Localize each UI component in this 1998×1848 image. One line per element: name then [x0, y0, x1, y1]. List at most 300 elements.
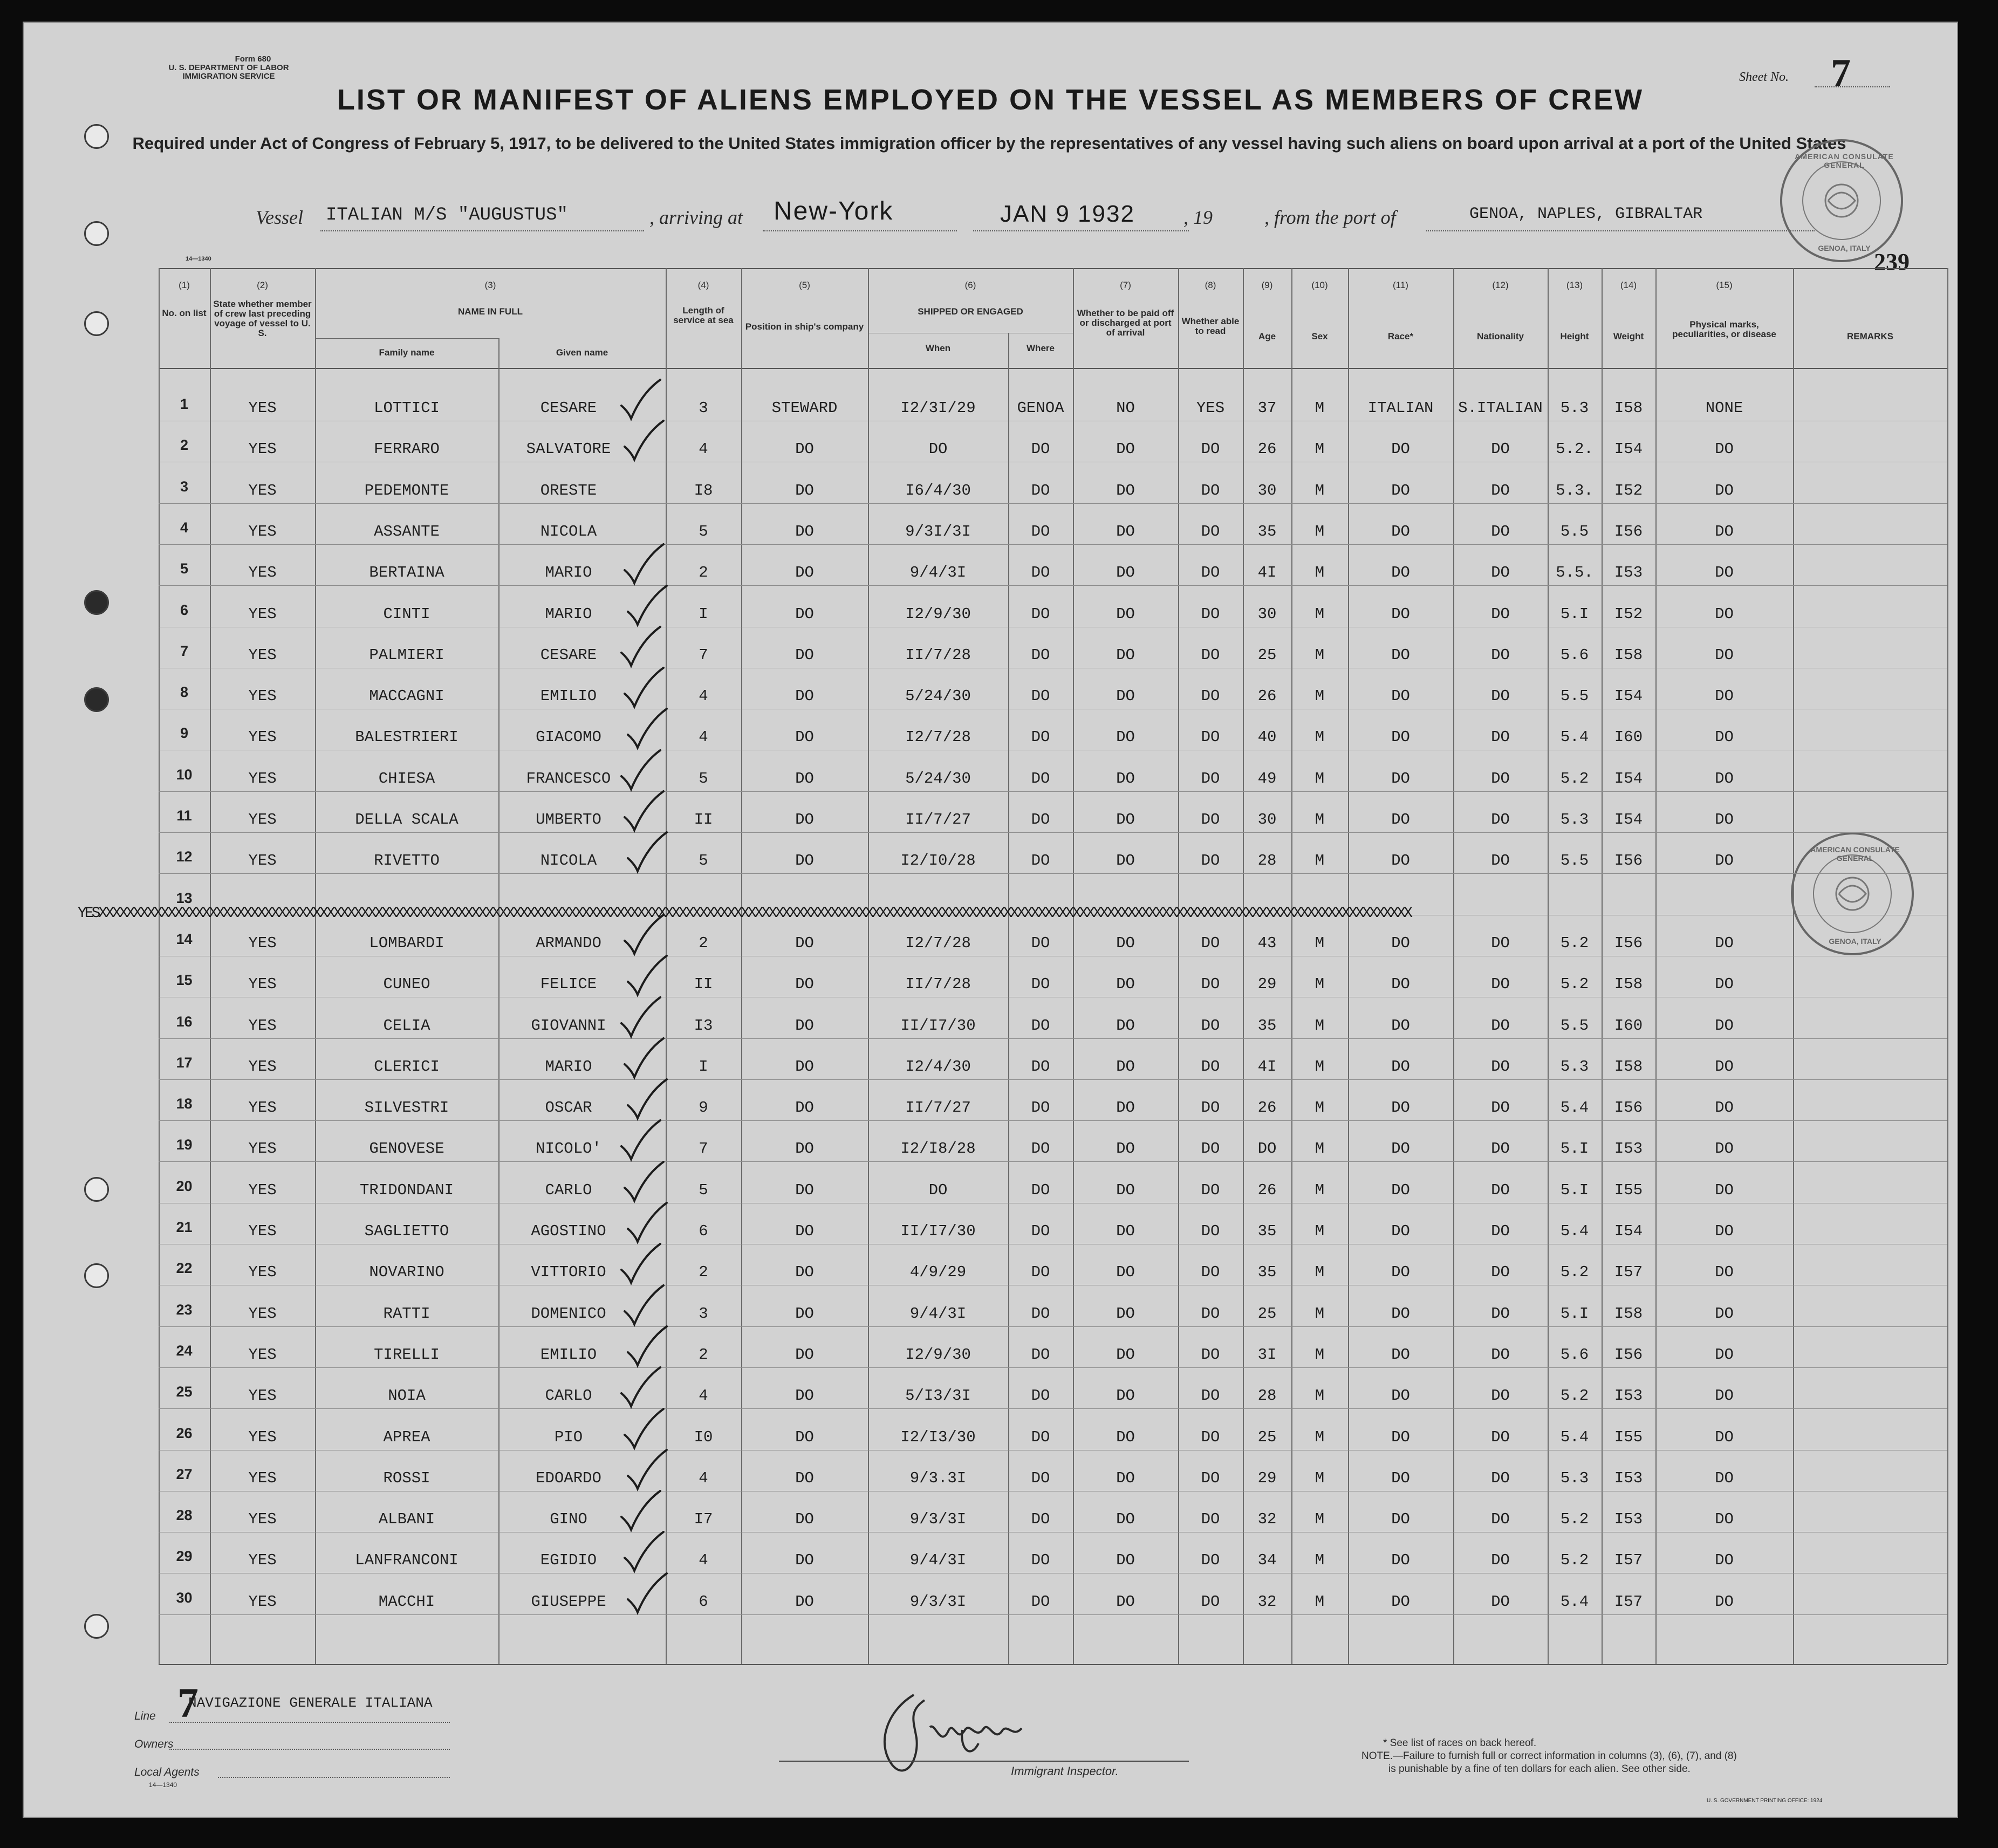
- weight-cell: I54: [1614, 440, 1643, 458]
- weight-cell: I60: [1614, 728, 1643, 747]
- given-name-cell: CARLO: [545, 1181, 592, 1199]
- weight-cell: I58: [1614, 646, 1643, 664]
- position-cell: DO: [795, 1510, 814, 1529]
- service-cell: I7: [694, 1510, 713, 1529]
- where-cell: DO: [1031, 975, 1050, 994]
- marks-cell: DO: [1715, 811, 1734, 829]
- race-cell: DO: [1391, 522, 1410, 540]
- where-cell: DO: [1031, 1263, 1050, 1282]
- read-cell: DO: [1201, 728, 1220, 747]
- age-cell: DO: [1257, 1140, 1277, 1158]
- weight-cell: I58: [1614, 1057, 1643, 1076]
- given-name-cell: CARLO: [545, 1387, 592, 1405]
- age-cell: 35: [1257, 1222, 1277, 1240]
- page-stamp-number: 239: [1874, 249, 1910, 275]
- read-cell: DO: [1201, 481, 1220, 499]
- prev-voyage-cell: YES: [248, 1469, 277, 1487]
- punch-hole: [84, 590, 109, 615]
- row-number: 4: [180, 519, 189, 536]
- age-cell: 35: [1257, 1263, 1277, 1282]
- read-cell: DO: [1201, 1016, 1220, 1035]
- sex-cell: M: [1315, 605, 1325, 623]
- check-mark-icon: [624, 1449, 672, 1492]
- when-cell: II/7/28: [905, 646, 971, 664]
- prev-voyage-cell: YES: [248, 1428, 277, 1446]
- paid-off-cell: DO: [1116, 687, 1135, 706]
- paid-off-cell: DO: [1116, 1181, 1135, 1199]
- sex-cell: M: [1315, 399, 1325, 417]
- given-name-cell: EMILIO: [540, 1345, 597, 1364]
- footnote-races: * See list of races on back hereof.: [1383, 1737, 1537, 1749]
- nationality-cell: DO: [1491, 605, 1510, 623]
- sex-cell: M: [1315, 1304, 1325, 1323]
- sex-cell: M: [1315, 1016, 1325, 1035]
- given-name-cell: NICOLA: [540, 522, 597, 540]
- paid-off-cell: DO: [1116, 1263, 1135, 1282]
- sex-cell: M: [1315, 1387, 1325, 1405]
- where-cell: DO: [1031, 687, 1050, 706]
- check-mark-icon: [620, 1284, 669, 1327]
- where-cell: GENOA: [1017, 399, 1064, 417]
- height-cell: 5.2: [1560, 1510, 1589, 1529]
- race-cell: DO: [1391, 1140, 1410, 1158]
- race-cell: DO: [1391, 1510, 1410, 1529]
- prev-voyage-cell: YES: [248, 1592, 277, 1611]
- sheet-number: 7: [1831, 51, 1851, 95]
- nationality-cell: DO: [1491, 852, 1510, 870]
- where-cell: DO: [1031, 1345, 1050, 1364]
- sex-cell: M: [1315, 1592, 1325, 1611]
- sex-cell: M: [1315, 1181, 1325, 1199]
- family-name-cell: CELIA: [383, 1016, 430, 1035]
- table-row: [159, 837, 1947, 877]
- col-10-number: (10): [1311, 280, 1328, 290]
- age-cell: 35: [1257, 522, 1277, 540]
- height-cell: 5.2: [1560, 1263, 1589, 1282]
- col-5-number: (5): [799, 280, 810, 290]
- given-name-cell: OSCAR: [545, 1099, 592, 1117]
- position-cell: DO: [795, 440, 814, 458]
- from-port-value: GENOA, NAPLES, GIBRALTAR: [1469, 205, 1703, 223]
- weight-cell: I53: [1614, 564, 1643, 582]
- when-cell: I2/I8/28: [900, 1140, 976, 1158]
- prev-voyage-cell: YES: [248, 1140, 277, 1158]
- prev-voyage-cell: YES: [248, 1057, 277, 1076]
- col-family-name-header: Family name: [379, 347, 435, 358]
- position-cell: DO: [795, 811, 814, 829]
- position-cell: DO: [795, 934, 814, 952]
- age-cell: 40: [1257, 728, 1277, 747]
- age-cell: 49: [1257, 769, 1277, 788]
- row-number: 14: [176, 930, 193, 947]
- sex-cell: M: [1315, 1428, 1325, 1446]
- when-cell: I2/I3/30: [900, 1428, 976, 1446]
- age-cell: 29: [1257, 1469, 1277, 1487]
- row-number: 3: [180, 478, 189, 495]
- check-mark-icon: [620, 543, 669, 586]
- race-cell: DO: [1391, 1428, 1410, 1446]
- race-cell: DO: [1391, 728, 1410, 747]
- read-cell: DO: [1201, 1387, 1220, 1405]
- row-number: 2: [180, 437, 189, 454]
- height-cell: 5.5: [1560, 852, 1589, 870]
- age-cell: 25: [1257, 1304, 1277, 1323]
- prev-voyage-cell: YES: [248, 399, 277, 417]
- col-9-number: (9): [1261, 280, 1273, 290]
- service-cell: 5: [699, 522, 708, 540]
- given-name-cell: MARIO: [545, 564, 592, 582]
- punch-hole: [84, 221, 109, 246]
- family-name-cell: CUNEO: [383, 975, 430, 994]
- position-cell: DO: [795, 1099, 814, 1117]
- marks-cell: DO: [1715, 564, 1734, 582]
- row-rule: [159, 1367, 1947, 1368]
- service-cell: 6: [699, 1592, 708, 1611]
- check-mark-icon: [624, 1572, 672, 1616]
- row-rule: [159, 1079, 1947, 1080]
- when-cell: II/I7/30: [900, 1016, 976, 1035]
- owners-value: NAVIGAZIONE GENERALE ITALIANA: [188, 1695, 433, 1711]
- col-15-number: (15): [1716, 280, 1733, 290]
- table-row: [159, 384, 1947, 425]
- table-row: [159, 425, 1947, 466]
- table-row: [159, 1002, 1947, 1042]
- marks-cell: DO: [1715, 1140, 1734, 1158]
- position-cell: DO: [795, 564, 814, 582]
- check-mark-icon: [620, 1037, 669, 1080]
- height-cell: 5.4: [1560, 1428, 1589, 1446]
- marks-cell: DO: [1715, 1428, 1734, 1446]
- paid-off-cell: DO: [1116, 440, 1135, 458]
- when-cell: I2/7/28: [905, 728, 971, 747]
- where-cell: DO: [1031, 1181, 1050, 1199]
- paid-off-cell: DO: [1116, 1099, 1135, 1117]
- check-mark-icon: [620, 790, 669, 833]
- where-cell: DO: [1031, 1057, 1050, 1076]
- given-name-cell: GIACOMO: [536, 728, 601, 747]
- given-name-cell: CESARE: [540, 646, 597, 664]
- paid-off-cell: DO: [1116, 852, 1135, 870]
- manifest-sheet: [23, 22, 1958, 1818]
- table-row: [159, 549, 1947, 589]
- prev-voyage-cell: YES: [248, 522, 277, 540]
- race-cell: DO: [1391, 934, 1410, 952]
- read-cell: DO: [1201, 1592, 1220, 1611]
- stamp-text-top: AMERICAN CONSULATE GENERAL: [1795, 152, 1894, 169]
- service-cell: 2: [699, 1345, 708, 1364]
- read-cell: DO: [1201, 522, 1220, 540]
- family-name-cell: CHIESA: [378, 769, 435, 788]
- age-cell: 26: [1257, 1099, 1277, 1117]
- service-cell: 2: [699, 564, 708, 582]
- marks-cell: DO: [1715, 1099, 1734, 1117]
- vessel-label: Vessel: [256, 207, 303, 228]
- weight-cell: I56: [1614, 934, 1643, 952]
- paid-off-cell: DO: [1116, 1428, 1135, 1446]
- check-mark-icon: [617, 379, 666, 422]
- weight-cell: I54: [1614, 811, 1643, 829]
- col-4-number: (4): [697, 280, 709, 290]
- given-name-cell: GIUSEPPE: [531, 1592, 606, 1611]
- col-1-number: (1): [179, 280, 190, 290]
- service-cell: 3: [699, 399, 708, 417]
- when-cell: I2/I0/28: [900, 852, 976, 870]
- read-cell: DO: [1201, 687, 1220, 706]
- stamp-text-bottom: GENOA, ITALY: [1818, 244, 1871, 252]
- check-mark-icon: [624, 585, 672, 628]
- row-rule: [159, 503, 1947, 504]
- race-cell: DO: [1391, 769, 1410, 788]
- position-cell: DO: [795, 1387, 814, 1405]
- form-department: U. S. DEPARTMENT OF LABOR: [168, 63, 289, 72]
- height-cell: 5.4: [1560, 1222, 1589, 1240]
- nationality-cell: DO: [1491, 1181, 1510, 1199]
- paid-off-cell: DO: [1116, 605, 1135, 623]
- crew-table: [159, 268, 1947, 1664]
- given-name-cell: ARMANDO: [536, 934, 601, 952]
- where-cell: DO: [1031, 1592, 1050, 1611]
- check-mark-icon: [617, 996, 666, 1039]
- given-name-cell: PIO: [554, 1428, 583, 1446]
- where-cell: DO: [1031, 481, 1050, 499]
- race-cell: DO: [1391, 852, 1410, 870]
- where-cell: DO: [1031, 646, 1050, 664]
- prev-voyage-cell: YES: [248, 852, 277, 870]
- prev-voyage-cell: YES: [248, 1387, 277, 1405]
- age-cell: 34: [1257, 1551, 1277, 1570]
- arrival-date: JAN 9 1932: [1000, 201, 1135, 227]
- when-cell: 9/4/3I: [909, 1551, 967, 1570]
- marks-cell: DO: [1715, 975, 1734, 994]
- when-cell: 9/3I/3I: [905, 522, 971, 540]
- given-name-cell: ORESTE: [540, 481, 597, 499]
- row-number: 22: [176, 1260, 193, 1277]
- family-name-cell: MACCHI: [378, 1592, 435, 1611]
- read-cell: DO: [1201, 1181, 1220, 1199]
- nationality-cell: DO: [1491, 975, 1510, 994]
- height-cell: 5.I: [1560, 1181, 1589, 1199]
- weight-cell: I57: [1614, 1592, 1643, 1611]
- col-position-header: Position in ship's company: [745, 321, 864, 332]
- service-cell: 4: [699, 1469, 708, 1487]
- sex-cell: M: [1315, 934, 1325, 952]
- paid-off-cell: DO: [1116, 1304, 1135, 1323]
- prev-voyage-cell: YES: [248, 1551, 277, 1570]
- prev-voyage-cell: YES: [248, 564, 277, 582]
- agents-code: 14—1340: [149, 1781, 177, 1789]
- check-mark-icon: [617, 1366, 666, 1409]
- nationality-cell: DO: [1491, 687, 1510, 706]
- height-cell: 5.3: [1560, 399, 1589, 417]
- height-cell: 5.3: [1560, 811, 1589, 829]
- where-cell: DO: [1031, 1469, 1050, 1487]
- read-cell: DO: [1201, 1428, 1220, 1446]
- paid-off-cell: DO: [1116, 934, 1135, 952]
- position-cell: DO: [795, 728, 814, 747]
- service-cell: 9: [699, 1099, 708, 1117]
- check-mark-icon: [620, 1408, 669, 1451]
- service-cell: II: [694, 811, 713, 829]
- col-read-header: Whether able to read: [1181, 316, 1240, 336]
- punch-hole: [84, 1614, 109, 1639]
- read-cell: DO: [1201, 605, 1220, 623]
- height-cell: 5.I: [1560, 1140, 1589, 1158]
- given-name-cell: EDOARDO: [536, 1469, 601, 1487]
- where-cell: DO: [1031, 1428, 1050, 1446]
- height-cell: 5.5: [1560, 687, 1589, 706]
- nationality-cell: DO: [1491, 646, 1510, 664]
- sheet-label: Sheet No.: [1739, 70, 1789, 84]
- arriving-label: , arriving at: [649, 207, 743, 228]
- given-name-cell: MARIO: [545, 605, 592, 623]
- sex-cell: M: [1315, 564, 1325, 582]
- nationality-cell: DO: [1491, 1057, 1510, 1076]
- read-cell: DO: [1201, 811, 1220, 829]
- weight-cell: I53: [1614, 1469, 1643, 1487]
- paid-off-cell: DO: [1116, 1016, 1135, 1035]
- where-cell: DO: [1031, 522, 1050, 540]
- nationality-cell: DO: [1491, 1099, 1510, 1117]
- paid-off-cell: DO: [1116, 1592, 1135, 1611]
- table-row: [159, 796, 1947, 836]
- nationality-cell: DO: [1491, 769, 1510, 788]
- check-mark-icon: [617, 626, 666, 669]
- prev-voyage-cell: YES: [248, 646, 277, 664]
- when-cell: II/I7/30: [900, 1222, 976, 1240]
- date-underline: [973, 230, 1189, 231]
- when-cell: I2/3I/29: [900, 399, 976, 417]
- marks-cell: DO: [1715, 605, 1734, 623]
- table-row: [159, 1454, 1947, 1495]
- weight-cell: I54: [1614, 1222, 1643, 1240]
- nationality-cell: DO: [1491, 1345, 1510, 1364]
- service-cell: 7: [699, 1140, 708, 1158]
- height-cell: 5.3.: [1556, 481, 1593, 499]
- position-cell: DO: [795, 1016, 814, 1035]
- owners-underline: [169, 1749, 450, 1750]
- given-name-cell: DOMENICO: [531, 1304, 606, 1323]
- sex-cell: M: [1315, 728, 1325, 747]
- row-number: 29: [176, 1548, 193, 1565]
- where-cell: DO: [1031, 1510, 1050, 1529]
- family-name-cell: NOIA: [388, 1387, 426, 1405]
- weight-cell: I52: [1614, 481, 1643, 499]
- weight-cell: I58: [1614, 975, 1643, 994]
- when-cell: II/7/27: [905, 811, 971, 829]
- weight-cell: I56: [1614, 522, 1643, 540]
- race-cell: DO: [1391, 440, 1410, 458]
- position-cell: DO: [795, 605, 814, 623]
- race-cell: DO: [1391, 1345, 1410, 1364]
- prev-voyage-cell: YES: [248, 1510, 277, 1529]
- col-age-header: Age: [1258, 331, 1276, 341]
- given-name-cell: GINO: [550, 1510, 587, 1529]
- prev-voyage-cell: YES: [248, 481, 277, 499]
- nationality-cell: DO: [1491, 481, 1510, 499]
- family-name-cell: GENOVESE: [369, 1140, 444, 1158]
- race-cell: DO: [1391, 1469, 1410, 1487]
- col-13-number: (13): [1566, 280, 1583, 290]
- sex-cell: M: [1315, 440, 1325, 458]
- family-name-cell: BALESTRIERI: [355, 728, 459, 747]
- age-cell: 4I: [1257, 1057, 1277, 1076]
- row-number: 5: [180, 560, 189, 577]
- position-cell: DO: [795, 1428, 814, 1446]
- service-cell: 6: [699, 1222, 708, 1240]
- col-2-number: (2): [257, 280, 268, 290]
- weight-cell: I53: [1614, 1140, 1643, 1158]
- prev-voyage-cell: YES: [248, 769, 277, 788]
- age-cell: 28: [1257, 1387, 1277, 1405]
- position-cell: DO: [795, 1551, 814, 1570]
- sex-cell: M: [1315, 1551, 1325, 1570]
- year-label: , 19: [1183, 207, 1213, 228]
- marks-cell: DO: [1715, 1181, 1734, 1199]
- paid-off-cell: DO: [1116, 1469, 1135, 1487]
- nationality-cell: DO: [1491, 1140, 1510, 1158]
- where-cell: DO: [1031, 440, 1050, 458]
- service-cell: 3: [699, 1304, 708, 1323]
- position-cell: DO: [795, 1345, 814, 1364]
- read-cell: DO: [1201, 1510, 1220, 1529]
- marks-cell: DO: [1715, 1304, 1734, 1323]
- service-cell: 5: [699, 852, 708, 870]
- race-cell: DO: [1391, 564, 1410, 582]
- read-cell: DO: [1201, 1222, 1220, 1240]
- read-cell: DO: [1201, 1263, 1220, 1282]
- table-row: [159, 1290, 1947, 1330]
- prev-voyage-cell: YES: [248, 687, 277, 706]
- family-name-cell: ALBANI: [378, 1510, 435, 1529]
- read-cell: DO: [1201, 646, 1220, 664]
- printer-mark: U. S. GOVERNMENT PRINTING OFFICE: 1924: [1707, 1798, 1823, 1804]
- sex-cell: M: [1315, 975, 1325, 994]
- nationality-cell: DO: [1491, 1428, 1510, 1446]
- sex-cell: M: [1315, 1099, 1325, 1117]
- row-number: 11: [176, 807, 192, 824]
- weight-cell: I60: [1614, 1016, 1643, 1035]
- row-number: 23: [176, 1301, 193, 1318]
- row-number: 6: [180, 601, 189, 618]
- paid-off-cell: DO: [1116, 1551, 1135, 1570]
- family-name-cell: ROSSI: [383, 1469, 430, 1487]
- prev-voyage-cell: YES: [248, 811, 277, 829]
- given-name-cell: SALVATORE: [526, 440, 611, 458]
- when-cell: 5/24/30: [905, 769, 971, 788]
- read-cell: DO: [1201, 934, 1220, 952]
- given-name-cell: AGOSTINO: [531, 1222, 606, 1240]
- row-number: 30: [176, 1589, 193, 1606]
- prev-voyage-cell: YES: [248, 934, 277, 952]
- row-rule: [159, 873, 1947, 874]
- owners-label: Owners: [134, 1738, 174, 1750]
- inspector-label: Immigrant Inspector.: [1011, 1764, 1119, 1778]
- paid-off-cell: DO: [1116, 811, 1135, 829]
- table-row: [159, 590, 1947, 631]
- row-number: 13: [176, 889, 193, 906]
- sex-cell: M: [1315, 646, 1325, 664]
- race-cell: DO: [1391, 1057, 1410, 1076]
- marks-cell: DO: [1715, 1222, 1734, 1240]
- marks-cell: DO: [1715, 1016, 1734, 1035]
- weight-cell: I57: [1614, 1551, 1643, 1570]
- position-cell: DO: [795, 646, 814, 664]
- check-mark-icon: [624, 955, 672, 998]
- race-cell: DO: [1391, 1263, 1410, 1282]
- read-cell: DO: [1201, 1345, 1220, 1364]
- read-cell: DO: [1201, 1099, 1220, 1117]
- table-row: [159, 672, 1947, 713]
